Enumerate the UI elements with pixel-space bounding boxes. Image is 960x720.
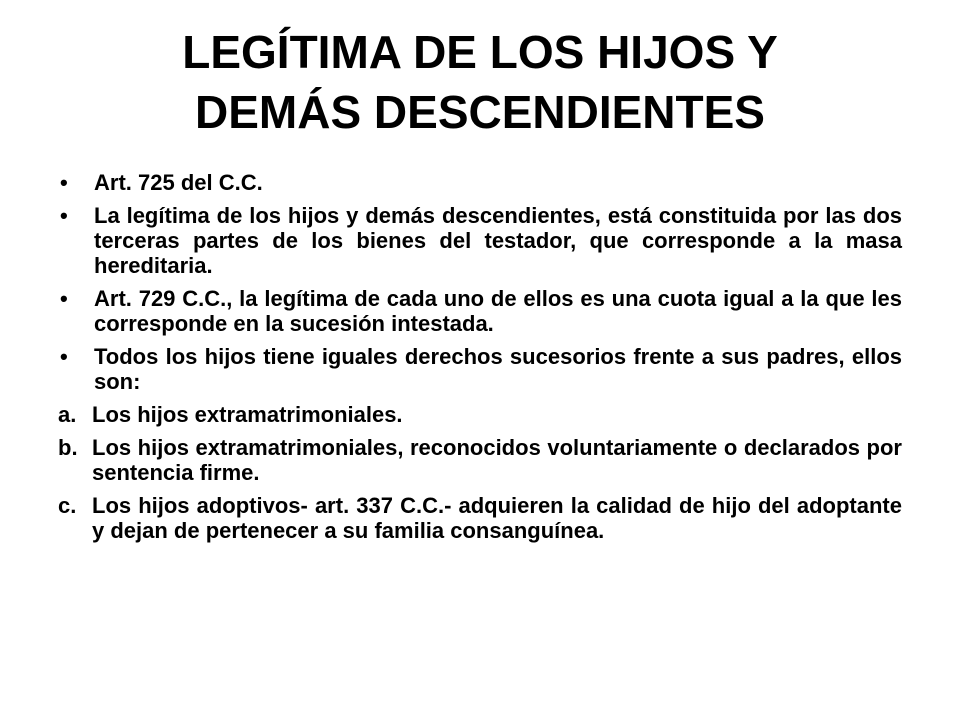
letter-marker: c. [58,493,77,518]
bullet-marker: • [60,344,68,369]
bullet-text: La legítima de los hijos y demás descendientes, está constituida por las dos terceras partes de los bienes del testador, que corresponde a la masa hereditaria. [94,203,902,278]
bullet-item [58,344,902,394]
bullet-marker: • [60,203,68,228]
bullet-text: Art. 729 C.C., la legítima de cada uno de ellos es una cuota igual a la que les corresponde en la sucesión intestada. [94,286,902,336]
lettered-text: Los hijos adoptivos- art. 337 C.C.- adquieren la calidad de hijo del adoptante y dejan de pertenecer a su familia consanguínea. [92,493,902,543]
bullet-text: Todos los hijos tiene iguales derechos sucesorios frente a sus padres, ellos son: [94,344,902,394]
lettered-item [58,402,902,427]
lettered-text: Los hijos extramatrimoniales. [92,402,403,427]
letter-marker: a. [58,402,77,427]
slide-title: LEGÍTIMA DE LOS HIJOS Y DEMÁS DESCENDIENTES [182,26,778,138]
letter-marker: b. [58,435,78,460]
lettered-item [58,493,902,543]
bullet-item [58,286,902,336]
bullet-item [58,170,902,195]
lettered-item [58,435,902,485]
bullet-text: Art. 725 del C.C. [94,170,263,195]
slide-body [58,170,902,551]
bullet-marker: • [60,286,68,311]
bullet-item [58,203,902,278]
lettered-text: Los hijos extramatrimoniales, reconocidos voluntariamente o declarados por sentencia firme. [92,435,902,485]
bullet-marker: • [60,170,68,195]
